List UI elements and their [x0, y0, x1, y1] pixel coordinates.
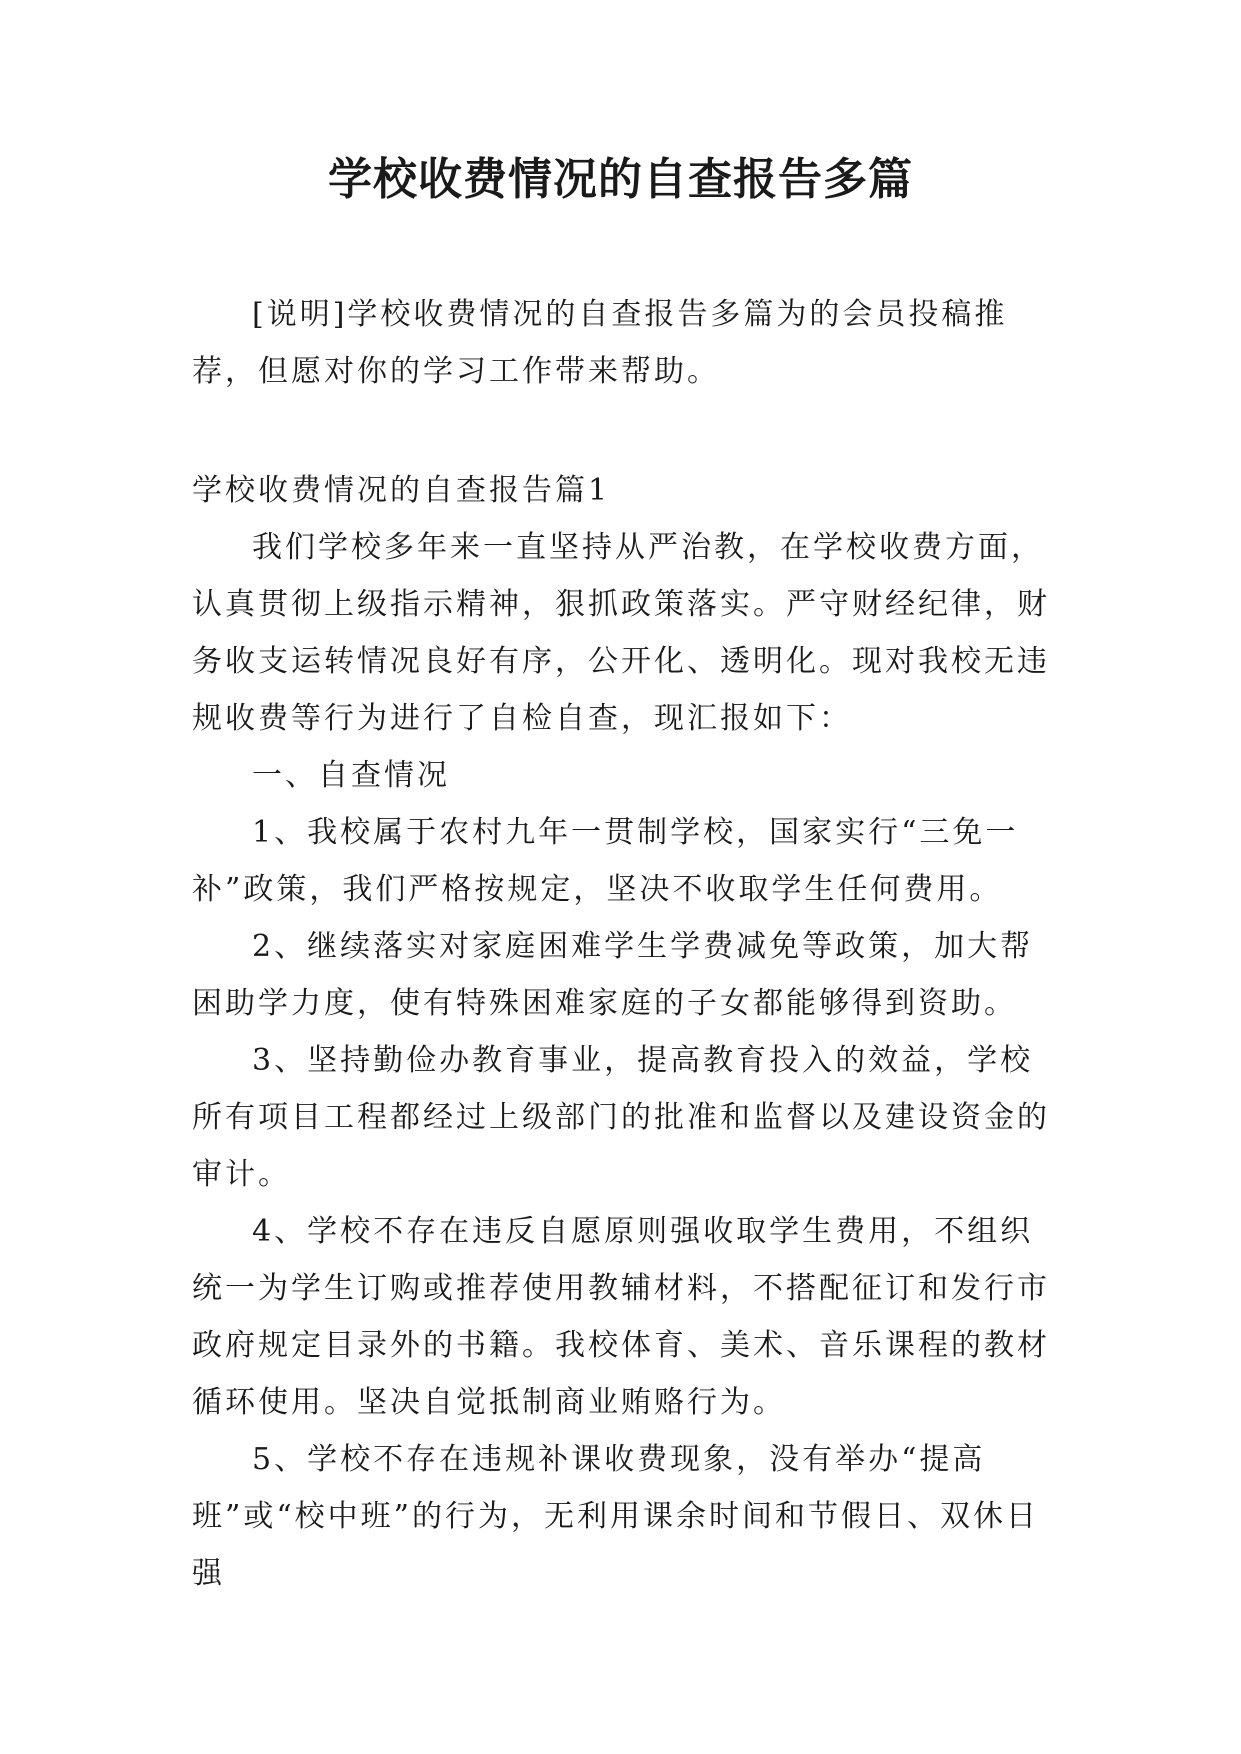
section-heading: 学校收费情况的自查报告篇1: [192, 473, 611, 508]
paragraph: 一、自查情况: [252, 758, 450, 793]
section-1: [192, 462, 1060, 1602]
paragraph: 2、继续落实对家庭困难学生学费减免等政策，加大帮困助学力度，使有特殊困难家庭的子女都能够得到资助。: [192, 929, 1034, 1021]
paragraph: 5、学校不存在违规补课收费现象，没有举办“提高班”或“校中班”的行为，无利用课余时间和节假日、双休日强: [192, 1442, 1040, 1591]
paragraph: 我们学校多年来一直坚持从严治教，在学校收费方面，认真贯彻上级指示精神，狠抓政策落实。严守财经纪律，财务收支运转情况良好有序，公开化、透明化。现对我校无违规收费等行为进行了自检自查，现汇报如下：: [192, 530, 1050, 736]
paragraph: 3、坚持勤俭办教育事业，提高教育投入的效益，学校所有项目工程都经过上级部门的批准和监督以及建设资金的审计。: [192, 1043, 1050, 1192]
intro-block: [192, 286, 1060, 400]
intro-paragraph: [说明]学校收费情况的自查报告多篇为的会员投稿推荐，但愿对你的学习工作带来帮助。: [192, 297, 1008, 389]
paragraph: 4、学校不存在违反自愿原则强收取学生费用，不组织统一为学生订购或推荐使用教辅材料，不搭配征订和发行市政府规定目录外的书籍。我校体育、美术、音乐课程的教材循环使用。坚决自觉抵制商业贿赂行为。: [192, 1214, 1050, 1420]
document-title: 学校收费情况的自查报告多篇: [328, 154, 913, 205]
paragraph: 1、我校属于农村九年一贯制学校，国家实行“三免一补”政策，我们严格按规定，坚决不收取学生任何费用。: [192, 815, 1019, 907]
